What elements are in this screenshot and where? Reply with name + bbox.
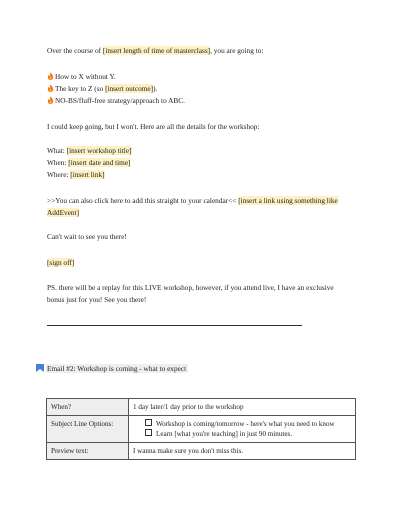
bullet-text: The key to Z (so <box>55 84 106 93</box>
table-row <box>47 399 356 416</box>
email-2-title: Email #2: Workshop is coming - what to expect <box>47 364 187 373</box>
detail-label: What: <box>47 146 67 155</box>
preview-label: Preview text: <box>47 443 129 460</box>
when-value: 1 day later/1 day prior to the workshop <box>129 399 356 416</box>
placeholder-link[interactable]: [insert link] <box>70 170 105 179</box>
subject-option <box>133 429 351 439</box>
fire-icon <box>47 72 54 80</box>
detail-label: When: <box>47 158 69 167</box>
subject-label: Subject Line Options: <box>47 416 129 443</box>
table-row <box>47 443 356 460</box>
subject-option-text: Learn [what you're teaching] in just 90 minutes. <box>156 430 293 438</box>
placeholder-outcome[interactable]: [insert outcome] <box>105 84 154 93</box>
subject-option-text: Workshop is coming/tomorrow - here's what you need to know <box>156 420 335 428</box>
closing-line: Can't wait to see you there! <box>47 232 127 241</box>
subject-option <box>133 419 351 429</box>
email-2-heading <box>46 364 188 374</box>
detail-when <box>47 158 130 168</box>
when-label: When? <box>47 399 129 416</box>
placeholder-addevent-link-cont[interactable]: AddEvent] <box>47 208 80 217</box>
checkbox[interactable] <box>145 419 152 426</box>
intro-text: Over the course of <box>47 46 103 55</box>
calendar-link-text[interactable]: >>You can also click here to add this straight to your calendar<< <box>47 196 239 205</box>
placeholder-date-time[interactable]: [insert date and time] <box>68 158 131 167</box>
sign-off <box>47 258 74 268</box>
placeholder-workshop-title[interactable]: [insert workshop title] <box>66 146 132 155</box>
details-intro: I could keep going, but I won't. Here are all the details for the workshop: <box>47 122 260 131</box>
fire-icon <box>47 84 54 92</box>
detail-where <box>47 170 105 180</box>
bookmark-flag-icon <box>36 364 44 372</box>
bullet-item <box>47 72 116 82</box>
calendar-paragraph <box>47 196 338 206</box>
ps-line-1: PS. there will be a replay for this LIVE workshop, however, if you attend live, I have an exclusive <box>47 283 334 292</box>
calendar-paragraph-cont <box>47 208 79 218</box>
bullet-text-end: ). <box>153 84 158 93</box>
intro-text-end: , you are going to: <box>210 46 264 55</box>
detail-label: Where: <box>47 170 71 179</box>
subject-options <box>129 416 356 443</box>
detail-what <box>47 146 132 156</box>
bullet-text: NO-BS/fluff-free strategy/approach to ABC. <box>55 96 185 105</box>
intro-paragraph <box>47 46 263 56</box>
placeholder-sign-off[interactable]: [sign off] <box>47 258 75 267</box>
bullet-text: How to X without Y. <box>55 72 116 81</box>
table-row <box>47 416 356 443</box>
email-2-details-table <box>46 398 356 460</box>
preview-value: I wanna make sure you don't miss this. <box>129 443 356 460</box>
fire-icon <box>47 96 54 104</box>
bullet-item <box>47 84 157 94</box>
ps-line-2: bonus just for you! See you there! <box>47 295 147 304</box>
placeholder-masterclass-length[interactable]: [insert length of time of masterclass] <box>102 46 211 55</box>
placeholder-addevent-link[interactable]: [insert a link using something like <box>238 196 338 205</box>
section-divider <box>47 325 302 326</box>
bullet-item <box>47 96 185 106</box>
checkbox[interactable] <box>145 429 152 436</box>
